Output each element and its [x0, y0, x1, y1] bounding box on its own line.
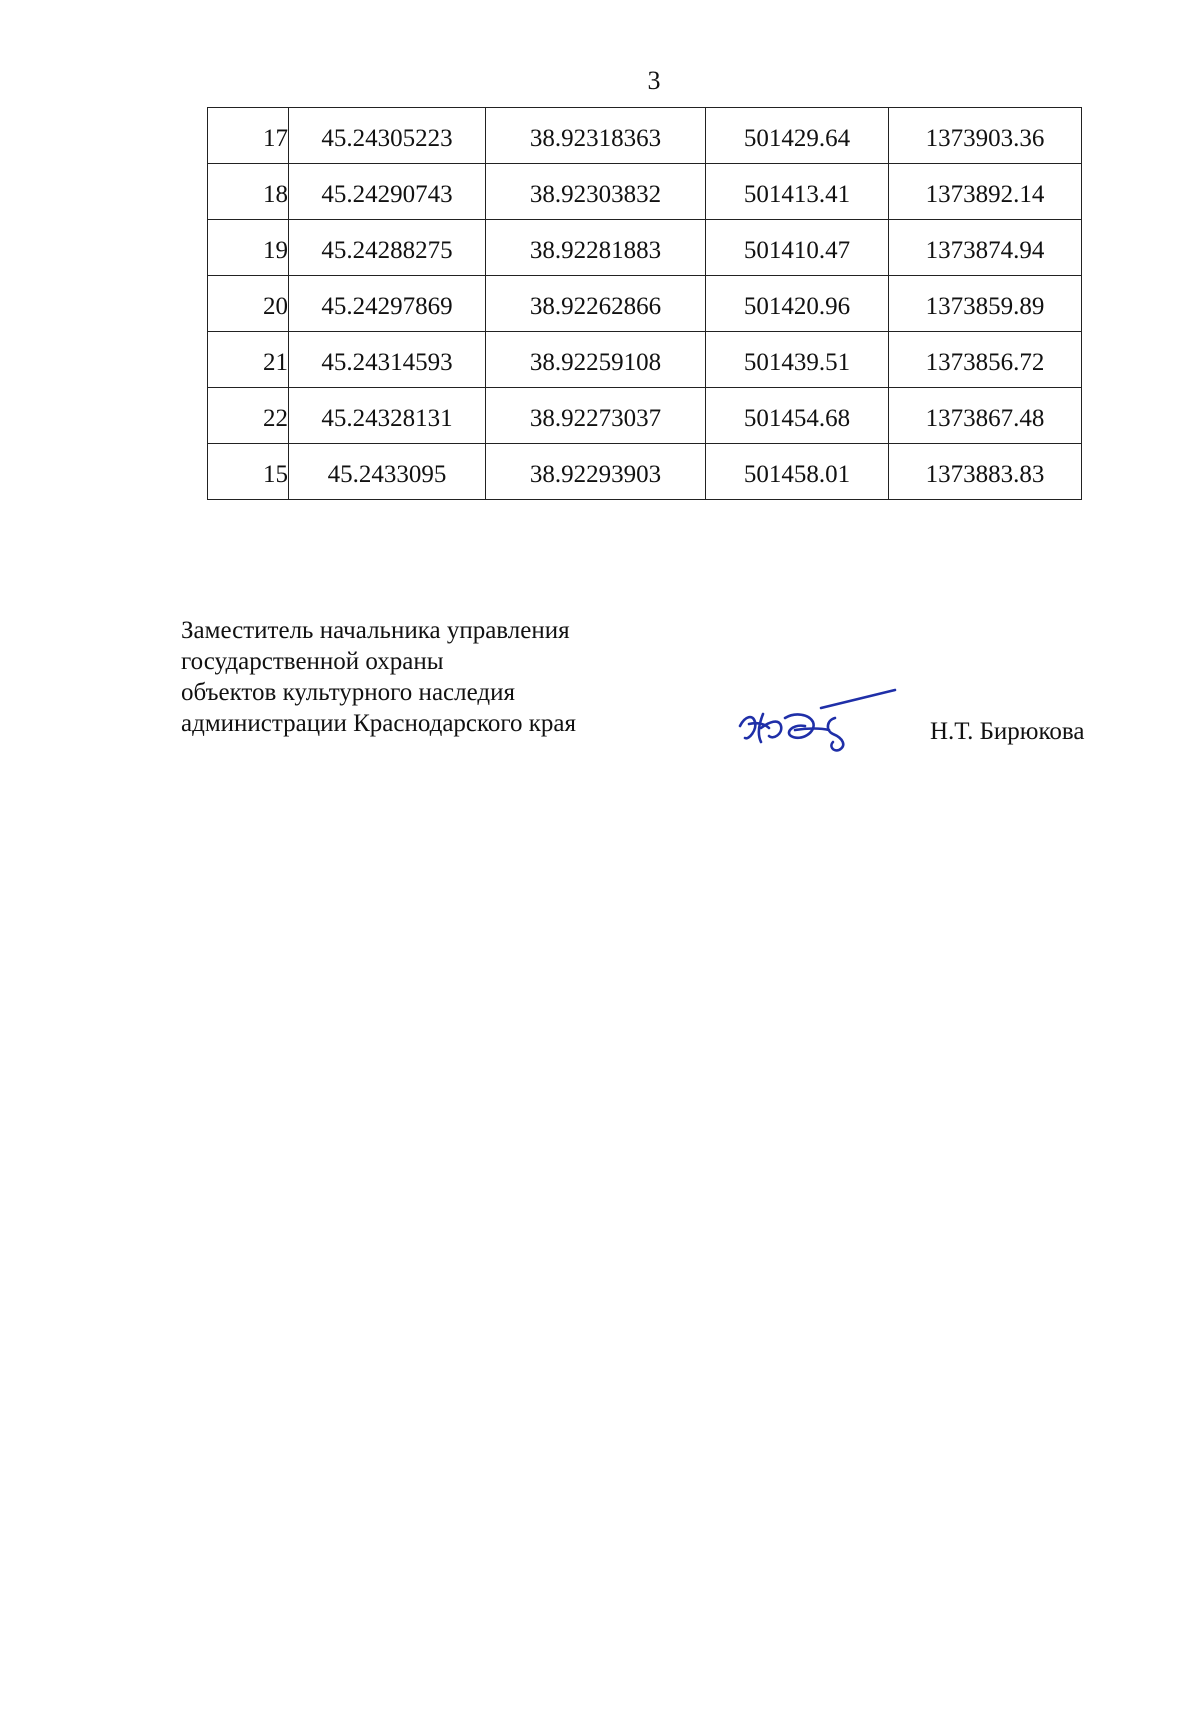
x-coordinate-cell — [706, 388, 889, 444]
table-row — [208, 164, 1082, 220]
longitude-cell-text: 38.92303832 — [529, 180, 662, 208]
latitude-cell-text: 45.2433095 — [327, 460, 447, 488]
position-line-3: объектов культурного наследия — [181, 679, 515, 706]
point-number-cell-text: 22 — [263, 404, 288, 432]
y-coordinate-cell — [889, 276, 1082, 332]
latitude-cell-text: 45.24305223 — [321, 124, 453, 152]
longitude-cell — [486, 220, 706, 276]
page-number: 3 — [647, 66, 661, 95]
longitude-cell-text: 38.92281883 — [529, 236, 662, 264]
y-coordinate-cell-text: 1373883.83 — [925, 460, 1045, 488]
point-number-cell — [208, 220, 289, 276]
point-number-cell-text: 15 — [263, 460, 288, 488]
signatory-position — [181, 615, 576, 739]
point-number-cell — [208, 444, 289, 500]
position-line-1: Заместитель начальника управления — [181, 617, 570, 644]
longitude-cell-text: 38.92259108 — [529, 348, 662, 376]
latitude-cell-text: 45.24290743 — [321, 180, 453, 208]
point-number-cell — [208, 388, 289, 444]
table-row — [208, 388, 1082, 444]
x-coordinate-cell — [706, 444, 889, 500]
x-coordinate-cell — [706, 276, 889, 332]
longitude-cell — [486, 388, 706, 444]
longitude-cell — [486, 332, 706, 388]
y-coordinate-cell-text: 1373856.72 — [925, 348, 1045, 376]
x-coordinate-cell-text: 501420.96 — [743, 292, 851, 320]
y-coordinate-cell — [889, 388, 1082, 444]
x-coordinate-cell — [706, 332, 889, 388]
latitude-cell — [289, 108, 486, 164]
position-line-4: администрации Краснодарского края — [181, 710, 577, 737]
x-coordinate-cell — [706, 164, 889, 220]
latitude-cell — [289, 444, 486, 500]
latitude-cell-text: 45.24288275 — [321, 236, 453, 264]
latitude-cell — [289, 388, 486, 444]
longitude-cell — [486, 108, 706, 164]
y-coordinate-cell — [889, 164, 1082, 220]
latitude-cell — [289, 276, 486, 332]
x-coordinate-cell-text: 501429.64 — [743, 124, 851, 152]
position-line-2: государственной охраны — [181, 648, 444, 675]
longitude-cell — [486, 164, 706, 220]
table-row — [208, 444, 1082, 500]
x-coordinate-cell — [706, 220, 889, 276]
y-coordinate-cell-text: 1373903.36 — [925, 124, 1045, 152]
point-number-cell-text: 19 — [263, 236, 288, 264]
latitude-cell-text: 45.24328131 — [321, 404, 453, 432]
point-number-cell-text: 17 — [263, 124, 288, 152]
signer-name: Н.Т. Бирюкова — [930, 718, 1085, 745]
y-coordinate-cell — [889, 444, 1082, 500]
latitude-cell — [289, 332, 486, 388]
longitude-cell — [486, 276, 706, 332]
longitude-cell-text: 38.92318363 — [529, 124, 662, 152]
table-row — [208, 332, 1082, 388]
x-coordinate-cell-text: 501410.47 — [743, 236, 851, 264]
point-number-cell — [208, 108, 289, 164]
longitude-cell-text: 38.92273037 — [529, 404, 662, 432]
handwritten-signature — [735, 688, 900, 758]
point-number-cell-text: 21 — [263, 348, 288, 376]
point-number-cell-text: 18 — [263, 180, 288, 208]
table-row — [208, 220, 1082, 276]
coordinates-table — [207, 107, 1082, 500]
latitude-cell — [289, 164, 486, 220]
x-coordinate-cell-text: 501454.68 — [743, 404, 851, 432]
latitude-cell — [289, 220, 486, 276]
y-coordinate-cell-text: 1373867.48 — [925, 404, 1045, 432]
coordinates-table-body — [208, 108, 1082, 500]
latitude-cell-text: 45.24297869 — [321, 292, 453, 320]
x-coordinate-cell-text: 501413.41 — [743, 180, 851, 208]
x-coordinate-cell-text: 501458.01 — [743, 460, 851, 488]
point-number-cell-text: 20 — [263, 292, 288, 320]
point-number-cell — [208, 332, 289, 388]
y-coordinate-cell — [889, 220, 1082, 276]
table-row — [208, 108, 1082, 164]
x-coordinate-cell — [706, 108, 889, 164]
y-coordinate-cell-text: 1373874.94 — [925, 236, 1045, 264]
point-number-cell — [208, 164, 289, 220]
longitude-cell — [486, 444, 706, 500]
point-number-cell — [208, 276, 289, 332]
y-coordinate-cell — [889, 108, 1082, 164]
y-coordinate-cell-text: 1373859.89 — [925, 292, 1045, 320]
latitude-cell-text: 45.24314593 — [321, 348, 453, 376]
x-coordinate-cell-text: 501439.51 — [743, 348, 851, 376]
y-coordinate-cell — [889, 332, 1082, 388]
longitude-cell-text: 38.92293903 — [529, 460, 662, 488]
y-coordinate-cell-text: 1373892.14 — [925, 180, 1045, 208]
table-row — [208, 276, 1082, 332]
longitude-cell-text: 38.92262866 — [529, 292, 662, 320]
